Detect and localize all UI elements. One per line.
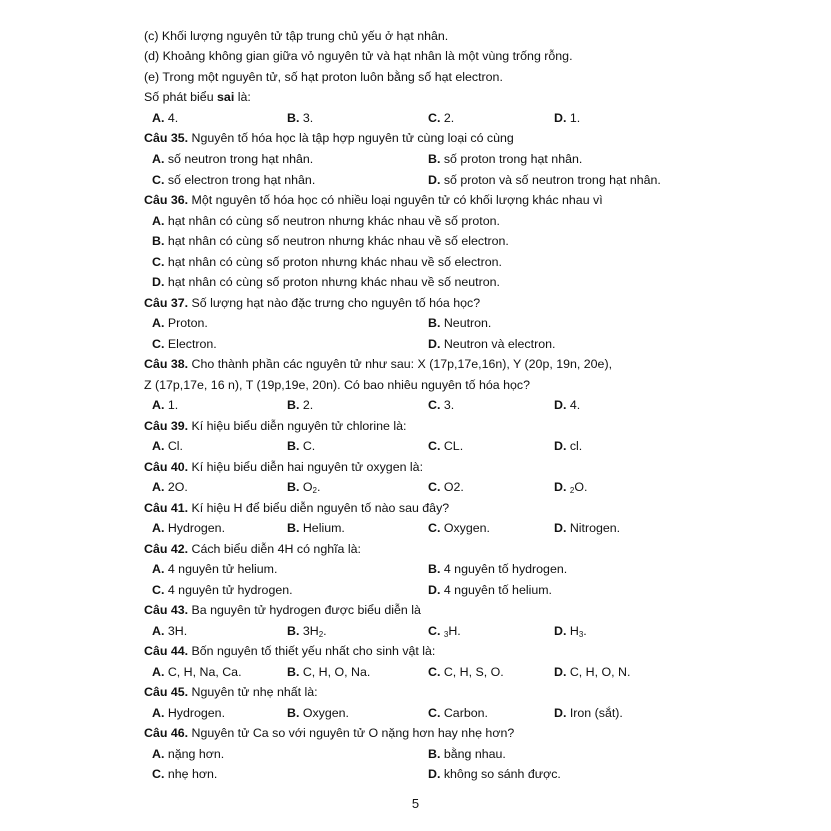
- answer-option: [152, 111, 178, 125]
- question-q39: [144, 419, 406, 433]
- option-text: Proton.: [164, 316, 208, 330]
- option-text: bằng nhau.: [440, 747, 506, 761]
- answer-option: [428, 398, 454, 412]
- question-number: Câu 39.: [144, 419, 189, 433]
- answer-option: [428, 521, 490, 535]
- option-letter: D.: [428, 337, 441, 351]
- question-q34: [144, 90, 251, 104]
- question-q43: [144, 603, 421, 617]
- subscript: 3: [443, 630, 449, 639]
- option-text: nhẹ hơn.: [164, 767, 218, 781]
- subscript: 2: [312, 486, 317, 495]
- option-letter: D.: [554, 706, 567, 720]
- question-q38: [144, 357, 612, 371]
- option-letter: B.: [287, 706, 300, 720]
- answer-option: [152, 398, 178, 412]
- answer-option: [428, 152, 582, 166]
- option-text: Neutron.: [440, 316, 492, 330]
- option-text: Iron (sắt).: [566, 706, 623, 720]
- option-letter: A.: [152, 214, 165, 228]
- option-text: 4.: [164, 111, 179, 125]
- question-q44: [144, 644, 435, 658]
- answer-option: [428, 111, 454, 125]
- question-number: Câu 46.: [144, 726, 189, 740]
- answer-option: [152, 234, 509, 248]
- question-number: Câu 41.: [144, 501, 189, 515]
- option-letter: B.: [287, 439, 300, 453]
- option-text: 4 nguyên tử hydrogen.: [164, 583, 293, 597]
- statement-line: [144, 29, 448, 43]
- option-letter: D.: [428, 173, 441, 187]
- answer-option: [152, 562, 277, 576]
- answer-option: [152, 706, 225, 720]
- question-number: Câu 45.: [144, 685, 189, 699]
- question-text: Một nguyên tố hóa học có nhiều loại nguyên tử có khối lượng khác nhau vì: [188, 193, 603, 207]
- question-q46: [144, 726, 514, 740]
- option-text: Nitrogen.: [566, 521, 621, 535]
- answer-option: [152, 214, 500, 228]
- question-q45: [144, 685, 318, 699]
- subscript: 2: [318, 630, 324, 639]
- question-q38-cont: [144, 378, 530, 392]
- option-text: Oxygen.: [440, 521, 490, 535]
- answer-option: [287, 111, 313, 125]
- option-text: 1.: [566, 111, 581, 125]
- option-text: 4 nguyên tố hydrogen.: [440, 562, 568, 576]
- option-text: cl.: [566, 439, 583, 453]
- answer-option: [428, 665, 504, 679]
- statement-text: (e) Trong một nguyên tử, số hạt proton luôn bằng số hạt electron.: [144, 70, 503, 84]
- question-number: Câu 37.: [144, 296, 189, 310]
- answer-option: [554, 398, 580, 412]
- option-letter: A.: [152, 152, 165, 166]
- option-letter: D.: [554, 398, 567, 412]
- question-q41: [144, 501, 449, 515]
- answer-option: [554, 665, 630, 679]
- option-text: số electron trong hạt nhân.: [164, 173, 316, 187]
- answer-option: [428, 173, 661, 187]
- option-letter: D.: [554, 624, 567, 638]
- option-text: Oxygen.: [299, 706, 349, 720]
- answer-option: [428, 706, 488, 720]
- question-text: Nguyên tố hóa học là tập hợp nguyên tử cùng loại có cùng: [188, 131, 514, 145]
- option-letter: A.: [152, 398, 165, 412]
- option-letter: B.: [287, 480, 300, 494]
- option-letter: A.: [152, 521, 165, 535]
- option-text: C, H, O, N.: [566, 665, 631, 679]
- question-text: Bốn nguyên tố thiết yếu nhất cho sinh vật là:: [188, 644, 436, 658]
- answer-option: [428, 747, 506, 761]
- option-letter: D.: [554, 439, 567, 453]
- option-text: hạt nhân có cùng số proton nhưng khác nhau về số neutron.: [164, 275, 500, 289]
- option-text-after: .: [316, 480, 321, 494]
- answer-option: [152, 767, 217, 781]
- answer-option: [554, 480, 587, 498]
- option-text: 1.: [164, 398, 179, 412]
- statement-line: [144, 49, 573, 63]
- answer-option: [554, 439, 582, 453]
- answer-option: [428, 439, 463, 453]
- option-letter: C.: [428, 439, 441, 453]
- option-text-after: O.: [574, 480, 588, 494]
- option-text: Neutron và electron.: [440, 337, 556, 351]
- question-number: Câu 42.: [144, 542, 189, 556]
- option-letter: B.: [428, 562, 441, 576]
- answer-option: [554, 706, 623, 720]
- subscript: 3: [578, 630, 584, 639]
- question-text: Nguyên tử Ca so với nguyên tử O nặng hơn hay nhẹ hơn?: [188, 726, 515, 740]
- question-text: Số lượng hạt nào đặc trưng cho nguyên tố hóa học?: [188, 296, 481, 310]
- answer-option: [287, 480, 320, 498]
- option-letter: C.: [428, 665, 441, 679]
- option-text: Electron.: [164, 337, 217, 351]
- question-text: Số phát biểu: [144, 90, 218, 104]
- answer-option: [554, 624, 587, 642]
- option-letter: C.: [152, 255, 165, 269]
- question-text: là:: [234, 90, 251, 104]
- answer-option: [428, 480, 464, 494]
- answer-option: [428, 337, 555, 351]
- option-letter: D.: [152, 275, 165, 289]
- option-text-after: .: [323, 624, 327, 638]
- option-letter: C.: [152, 767, 165, 781]
- option-text: số neutron trong hạt nhân.: [164, 152, 314, 166]
- option-text: Cl.: [164, 439, 183, 453]
- option-text: 2.: [299, 398, 314, 412]
- answer-option: [152, 439, 183, 453]
- question-number: Câu 35.: [144, 131, 189, 145]
- answer-option: [428, 624, 461, 642]
- answer-option: [428, 562, 567, 576]
- answer-option: [152, 583, 293, 597]
- option-text: C.: [299, 439, 316, 453]
- option-letter: C.: [428, 111, 441, 125]
- answer-option: [152, 173, 315, 187]
- answer-option: [554, 521, 620, 535]
- option-letter: B.: [428, 152, 441, 166]
- option-text: O2.: [440, 480, 464, 494]
- option-letter: C.: [428, 624, 441, 638]
- question-text: Cho thành phần các nguyên tử như sau: X (17p,17e,16n), Y (20p, 19n, 20e),: [188, 357, 613, 371]
- option-letter: A.: [152, 480, 165, 494]
- option-letter: A.: [152, 316, 165, 330]
- option-letter: C.: [428, 398, 441, 412]
- option-text: Carbon.: [440, 706, 488, 720]
- question-q36: [144, 193, 603, 207]
- answer-option: [152, 521, 225, 535]
- question-q40: [144, 460, 423, 474]
- emphasis-text: sai: [217, 90, 235, 104]
- option-text-after: H.: [448, 624, 461, 638]
- option-text: 2O.: [164, 480, 188, 494]
- option-text: H: [566, 624, 579, 638]
- option-text: 4 nguyên tố helium.: [440, 583, 552, 597]
- answer-option: [428, 767, 561, 781]
- option-text: C, H, S, O.: [440, 665, 504, 679]
- option-text: CL.: [440, 439, 464, 453]
- option-text: hạt nhân có cùng số neutron nhưng khác nhau về số electron.: [164, 234, 509, 248]
- option-text: Helium.: [299, 521, 345, 535]
- option-letter: B.: [287, 111, 300, 125]
- option-letter: C.: [428, 706, 441, 720]
- option-letter: A.: [152, 665, 165, 679]
- answer-option: [152, 152, 313, 166]
- option-letter: D.: [428, 583, 441, 597]
- option-text: nặng hơn.: [164, 747, 225, 761]
- option-text: 2.: [440, 111, 455, 125]
- option-letter: D.: [554, 521, 567, 535]
- option-text: số proton và số neutron trong hạt nhân.: [440, 173, 661, 187]
- answer-option: [287, 439, 315, 453]
- option-text: Hydrogen.: [164, 521, 226, 535]
- question-number: Câu 36.: [144, 193, 189, 207]
- answer-option: [152, 337, 217, 351]
- answer-option: [287, 521, 345, 535]
- option-letter: A.: [152, 562, 165, 576]
- question-text: Nguyên tử nhẹ nhất là:: [188, 685, 318, 699]
- answer-option: [152, 480, 188, 494]
- answer-option: [428, 583, 552, 597]
- answer-option: [554, 111, 580, 125]
- statement-text: (c) Khối lượng nguyên tử tập trung chủ yếu ở hạt nhân.: [144, 29, 449, 43]
- option-letter: B.: [428, 747, 441, 761]
- option-letter: C.: [152, 173, 165, 187]
- option-letter: B.: [287, 624, 300, 638]
- statement-line: [144, 70, 503, 84]
- option-letter: C.: [428, 521, 441, 535]
- option-letter: D.: [554, 665, 567, 679]
- option-text: 4 nguyên tử helium.: [164, 562, 278, 576]
- option-text: Hydrogen.: [164, 706, 226, 720]
- option-text: C, H, O, Na.: [299, 665, 371, 679]
- answer-option: [152, 665, 242, 679]
- question-q37: [144, 296, 480, 310]
- question-q35: [144, 131, 514, 145]
- option-text: 3.: [440, 398, 455, 412]
- answer-option: [152, 255, 502, 269]
- option-letter: B.: [428, 316, 441, 330]
- option-letter: B.: [152, 234, 165, 248]
- statement-text: (d) Khoảng không gian giữa vỏ nguyên tử và hạt nhân là một vùng trống rỗng.: [144, 49, 573, 63]
- option-letter: A.: [152, 439, 165, 453]
- question-q42: [144, 542, 361, 556]
- question-number: Câu 43.: [144, 603, 189, 617]
- option-letter: B.: [287, 665, 300, 679]
- option-text-after: .: [583, 624, 587, 638]
- answer-option: [287, 665, 370, 679]
- option-letter: A.: [152, 747, 165, 761]
- question-number: Câu 38.: [144, 357, 189, 371]
- option-text: hạt nhân có cùng số neutron nhưng khác nhau về số proton.: [164, 214, 500, 228]
- option-text: C, H, Na, Ca.: [164, 665, 242, 679]
- question-text: Ba nguyên tử hydrogen được biểu diễn là: [188, 603, 421, 617]
- option-letter: C.: [428, 480, 441, 494]
- option-text: số proton trong hạt nhân.: [440, 152, 583, 166]
- question-text: Kí hiệu H để biểu diễn nguyên tố nào sau đây?: [188, 501, 450, 515]
- answer-option: [152, 624, 187, 638]
- option-letter: C.: [152, 583, 165, 597]
- option-text: không so sánh được.: [440, 767, 561, 781]
- option-text: O: [299, 480, 313, 494]
- page-number: 5: [411, 796, 420, 811]
- option-letter: B.: [287, 398, 300, 412]
- answer-option: [287, 624, 327, 642]
- answer-option: [152, 275, 500, 289]
- answer-option: [152, 747, 224, 761]
- question-number: Câu 44.: [144, 644, 189, 658]
- answer-option: [287, 706, 349, 720]
- option-letter: A.: [152, 111, 165, 125]
- answer-option: [428, 316, 491, 330]
- option-text: 3H.: [164, 624, 188, 638]
- option-letter: A.: [152, 706, 165, 720]
- answer-option: [287, 398, 313, 412]
- option-letter: A.: [152, 624, 165, 638]
- question-number: Câu 40.: [144, 460, 189, 474]
- option-letter: D.: [554, 480, 567, 494]
- question-text: Kí hiệu biểu diễn nguyên tử chlorine là:: [188, 419, 407, 433]
- option-letter: D.: [554, 111, 567, 125]
- subscript: 2: [569, 486, 575, 495]
- question-text: Cách biểu diễn 4H có nghĩa là:: [188, 542, 361, 556]
- question-text: Kí hiệu biểu diễn hai nguyên tử oxygen là:: [188, 460, 424, 474]
- option-letter: C.: [152, 337, 165, 351]
- question-text: Z (17p,17e, 16 n), T (19p,19e, 20n). Có bao nhiêu nguyên tố hóa học?: [144, 378, 530, 392]
- option-text: 3.: [299, 111, 314, 125]
- option-letter: B.: [287, 521, 300, 535]
- option-text: hạt nhân có cùng số proton nhưng khác nhau về số electron.: [164, 255, 502, 269]
- option-text: 3H: [299, 624, 319, 638]
- option-letter: D.: [428, 767, 441, 781]
- answer-option: [152, 316, 208, 330]
- option-text: 4.: [566, 398, 581, 412]
